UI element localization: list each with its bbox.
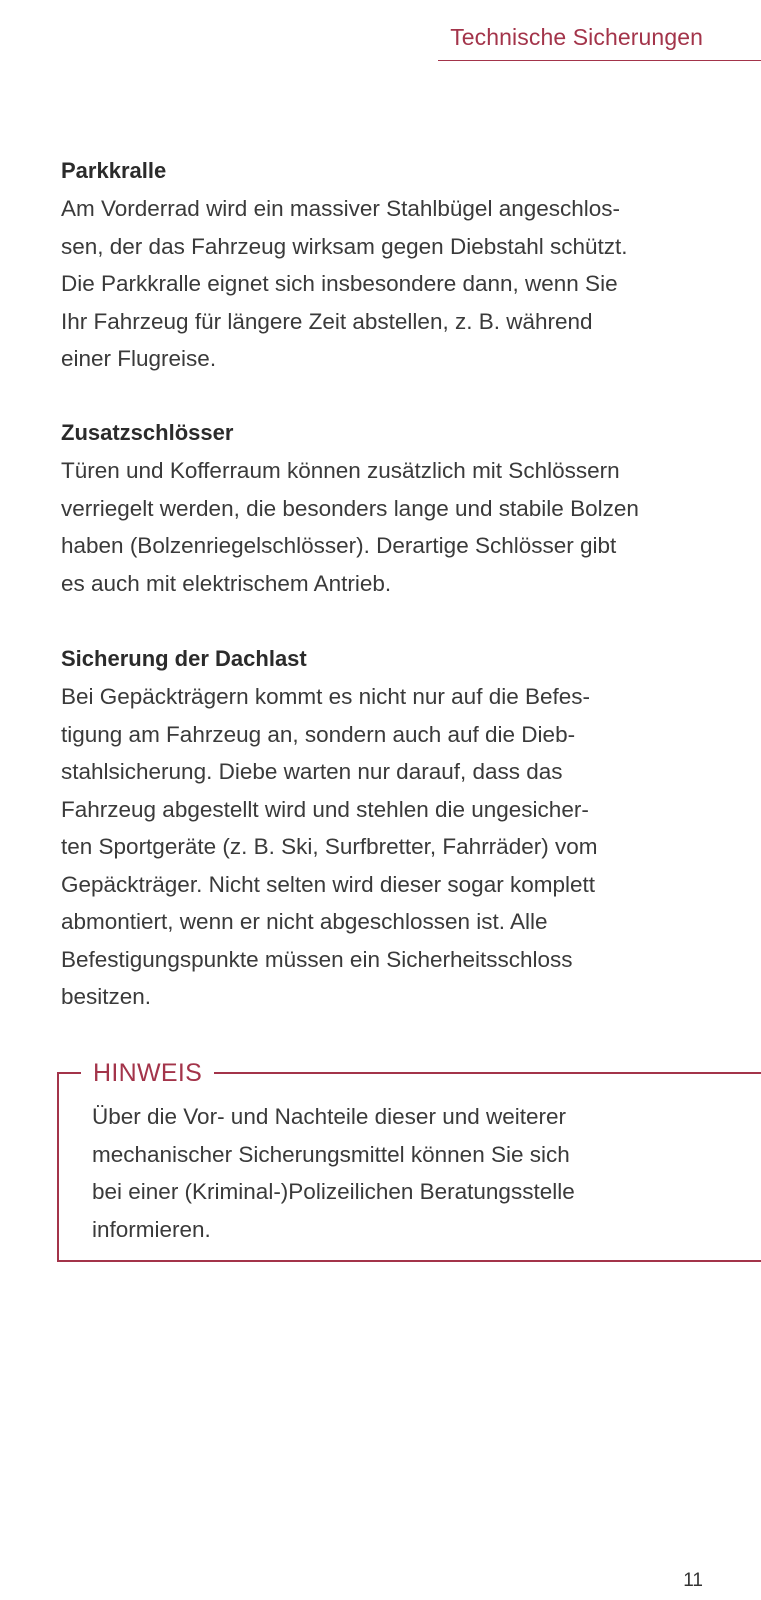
section-parkkralle — [61, 152, 721, 378]
text-line: besitzen. — [61, 984, 152, 1009]
text-line: Türen und Kofferraum können zusätzlich mit Schlössern — [61, 458, 620, 483]
text-line: Ihr Fahrzeug für längere Zeit abstellen, z. B. während — [61, 308, 593, 334]
text-line: informieren. — [92, 1216, 211, 1242]
section-heading: Sicherung der Dachlast — [61, 646, 307, 671]
text-line: ten Sportgeräte (z. B. Ski, Surfbretter, Fahrräder) vom — [61, 834, 598, 859]
text-line: mechanischer Sicherungsmittel können Sie sich — [92, 1141, 570, 1167]
running-head-rule — [438, 60, 761, 61]
section-zusatzschloesser — [61, 414, 721, 602]
text-line: tigung am Fahrzeug an, sondern auch auf die Dieb- — [61, 721, 576, 747]
section-text — [61, 190, 721, 378]
text-line: sen, der das Fahrzeug wirksam gegen Diebstahl schützt. — [61, 233, 628, 259]
text-line: verriegelt werden, die besonders lange und stabile Bolzen — [61, 495, 639, 521]
section-dachlast — [61, 640, 721, 1016]
section-heading: Zusatzschlösser — [61, 420, 234, 445]
text-line: Am Vorderrad wird ein massiver Stahlbügel angeschlos- — [61, 196, 621, 221]
text-line: haben (Bolzenriegelschlösser). Derartige Schlösser gibt — [61, 533, 617, 558]
text-line: Bei Gepäckträgern kommt es nicht nur auf die Befes- — [61, 684, 591, 709]
text-line: Gepäckträger. Nicht selten wird dieser sogar komplett — [61, 871, 595, 897]
text-line: es auch mit elektrischem Antrieb. — [61, 570, 392, 596]
text-line: stahlsicherung. Diebe warten nur darauf, dass das — [61, 759, 563, 784]
running-head: Technische Sicherungen — [450, 24, 703, 50]
note-text — [92, 1098, 575, 1248]
note-title: HINWEIS — [81, 1053, 214, 1093]
section-text — [61, 678, 721, 1016]
note-box — [57, 1059, 761, 1262]
text-line: einer Flugreise. — [61, 346, 217, 371]
text-line: Die Parkkralle eignet sich insbesondere dann, wenn Sie — [61, 271, 618, 296]
text-line: Befestigungspunkte müssen ein Sicherheitsschloss — [61, 946, 573, 972]
page-number: 11 — [683, 1570, 703, 1591]
text-line: Fahrzeug abgestellt wird und stehlen die ungesicher- — [61, 796, 589, 822]
text-line: Über die Vor- und Nachteile dieser und weiterer — [92, 1104, 567, 1129]
section-heading: Parkkralle — [61, 158, 167, 183]
text-line: bei einer (Kriminal-)Polizeilichen Beratungsstelle — [92, 1179, 575, 1204]
section-text — [61, 452, 721, 602]
text-line: abmontiert, wenn er nicht abgeschlossen ist. Alle — [61, 909, 548, 934]
